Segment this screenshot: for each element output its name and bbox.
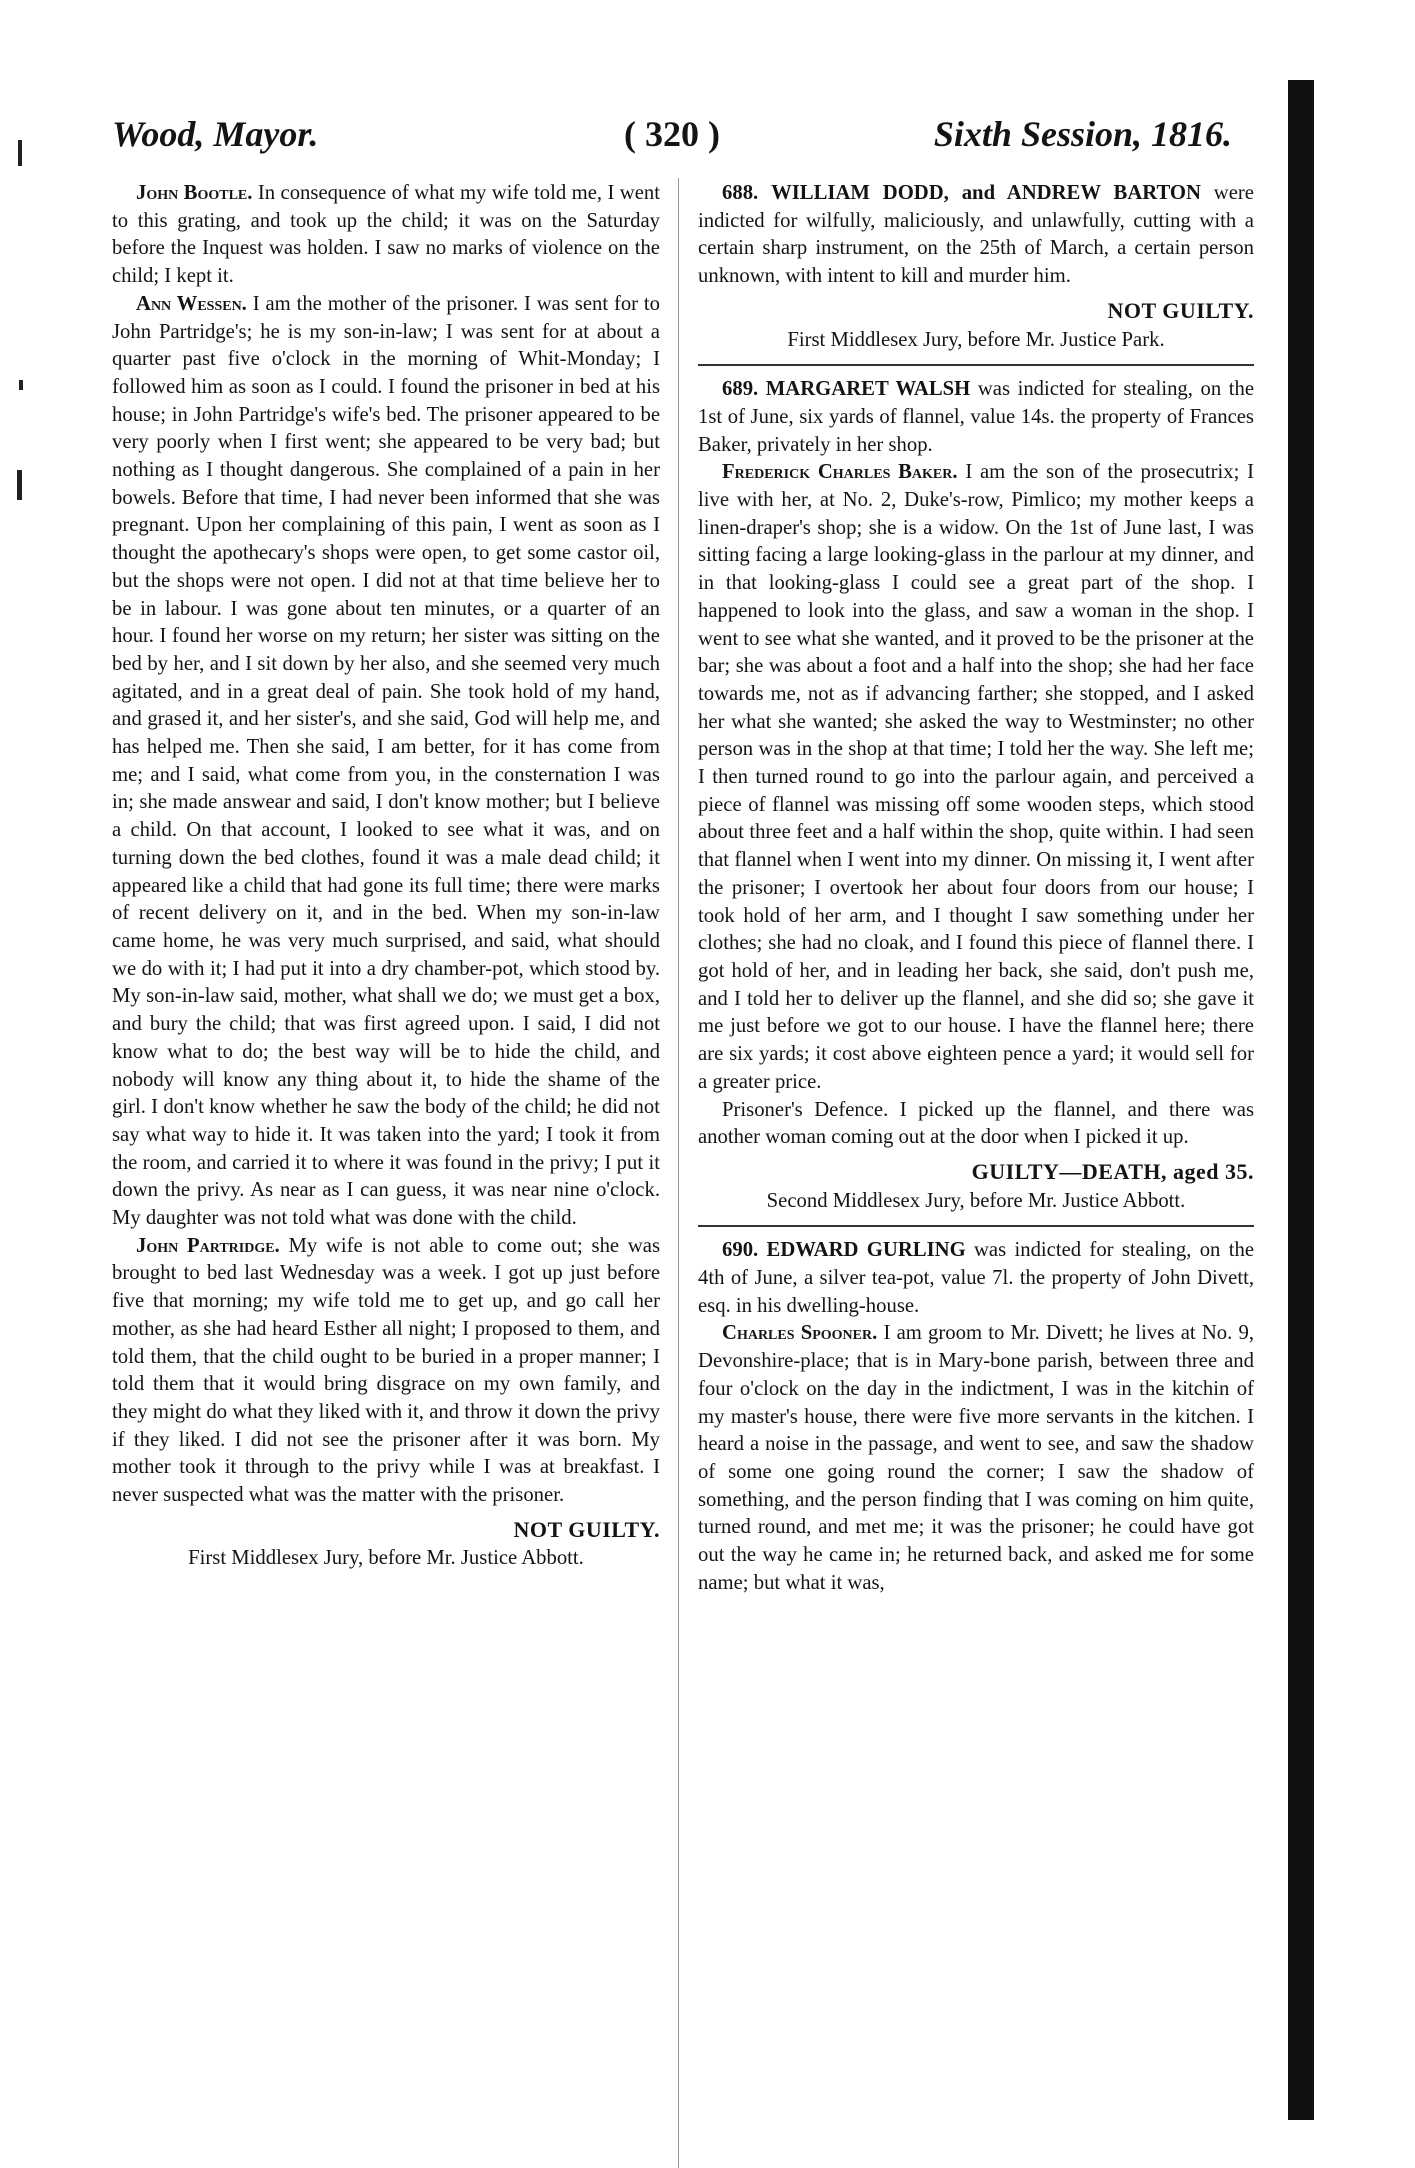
defendant-name: MARGARET WALSH xyxy=(765,378,971,401)
column-divider xyxy=(678,178,679,2168)
testimony-text: My wife is not able to come out; she was brought to bed last Wednesday was a week. I got up just before five that morning; my wife told me to get up, and go call her mother, as she had heard Esther all night; I proposed to them, and told them, that the child ought to be buried in a proper manner; I told them that it would bring disgrace on my own family, and they might do what they liked with it, and throw it down the privy if they liked. I did not see the prisoner after it was born. My mother took it through to the privy while I was at breakfast. I never suspected what was the matter with the prisoner. xyxy=(112,1234,660,1507)
jury-line: First Middlesex Jury, before Mr. Justice Abbott. xyxy=(188,1547,584,1570)
case-number: 688. xyxy=(722,182,759,204)
speck xyxy=(17,470,22,500)
defence-label: Prisoner's Defence. xyxy=(722,1098,889,1121)
indictment-text: were indicted for wilfully, maliciously, and unlawfully, cutting with a certain sharp instrument, on the 25th of March, a certain person unknown, with intent to kill and murder him. xyxy=(698,182,1254,288)
defendant-name: EDWARD GURLING xyxy=(766,1239,966,1262)
defendant-names: WILLIAM DODD, and ANDREW BARTON xyxy=(771,182,1201,204)
speck xyxy=(19,380,23,390)
page-edge-shadow xyxy=(1288,80,1314,2120)
testimony-paragraph xyxy=(112,291,660,1233)
case-689 xyxy=(698,376,1254,459)
header-left: Wood, Mayor. xyxy=(112,114,319,154)
verdict: GUILTY—DEATH, aged 35. xyxy=(971,1158,1254,1184)
testimony-text: In consequence of what my wife told me, I went to this grating, and took up the child; it was on the Saturday before the Inquest was holden. I saw no marks of violence on the child; I kept it. xyxy=(112,182,661,288)
speck xyxy=(18,140,22,166)
right-column xyxy=(698,180,1254,1597)
speaker-name: Ann Wessen. xyxy=(136,292,247,315)
indictment-text: was indicted for stealing, on the 1st of June, six yards of flannel, value 14s. the property of Frances Baker, privately in her shop. xyxy=(698,378,1255,456)
speaker-name: Frederick Charles Baker. xyxy=(722,461,958,484)
indictment-text: was indicted for stealing, on the 4th of June, a silver tea-pot, value 7l. the property of John Divett, esq. in his dwelling-house. xyxy=(698,1239,1254,1317)
header-right: Sixth Session, 1816. xyxy=(933,114,1232,154)
testimony-paragraph xyxy=(112,180,660,291)
running-header xyxy=(112,112,1232,156)
left-column xyxy=(112,180,660,1573)
testimony-text: I am groom to Mr. Divett; he lives at No. 9, Devonshire-place; that is in Mary-bone parish, between three and four o'clock on the day in the indictment, I was in the kitchin of my master's house, there were five more servants in the kitchen. I heard a noise in the passage, and went to see, and saw the shadow of some one going round the corner; I saw the shadow of something, and the person finding that I was coming on him quite, turned round, and met me; it was the prisoner; he could have got out the way he came in; he returned back, and asked me for some name; but what it was, xyxy=(698,1322,1254,1594)
case-688 xyxy=(698,180,1254,291)
speaker-name: John Partridge. xyxy=(136,1234,280,1257)
jury-line: Second Middlesex Jury, before Mr. Justice Abbott. xyxy=(766,1189,1186,1212)
speaker-name: John Bootle. xyxy=(136,182,253,204)
jury-line: First Middlesex Jury, before Mr. Justice Park. xyxy=(787,328,1165,351)
testimony-text: I am the son of the prosecutrix; I live with her, at No. 2, Duke's-row, Pimlico; my mother keeps a linen-draper's shop; she is a widow. On the 1st of June last, I was sitting facing a large looking-glass in the parlour at my dinner, and in that looking-glass I could see a great part of the shop. I happened to look into the glass, and saw a woman in the shop. I went to see what she wanted, and it proved to be the prisoner at the bar; she was about a foot and a half into the shop; she had her face towards me, not as if advancing farther; she stopped, and I asked her what she wanted; she asked the way to Westminster; no other person was in the shop at that time; I told her the way. She left me; I then turned round to go into the parlour again, and perceived a piece of flannel was missing off some wooden steps, which stood about three feet and a half within the shop, quite within. I had seen that flannel when I went into my dinner. On missing it, I went after the prisoner; I overtook her about four doors from our house; I took hold of her arm, and I thought I saw something under her clothes; she had no cloak, and I found this piece of flannel there. I got hold of her, and in leading her back, she said, don't push me, and I told her to deliver up the flannel, and she did so; she gave it me just before we got to our house. I have the flannel here; there are six yards; it cost above eighteen pence a yard; it would sell for a greater price. xyxy=(698,461,1254,1093)
case-690 xyxy=(698,1237,1254,1320)
page-number: ( 320 ) xyxy=(624,114,720,154)
case-number: 689. xyxy=(722,378,759,401)
testimony-paragraph xyxy=(698,1320,1254,1597)
speaker-name: Charles Spooner. xyxy=(722,1322,878,1345)
defence-paragraph xyxy=(698,1097,1254,1152)
verdict: NOT GUILTY. xyxy=(1107,297,1254,323)
case-separator xyxy=(698,364,1254,366)
case-number: 690. xyxy=(722,1239,759,1262)
margin-specks xyxy=(14,140,28,540)
case-separator xyxy=(698,1225,1254,1227)
verdict: NOT GUILTY. xyxy=(513,1516,660,1542)
testimony-paragraph xyxy=(112,1233,660,1510)
testimony-paragraph xyxy=(698,459,1254,1096)
defence-text: I picked up the flannel, and there was another woman coming out at the door when I picked it up. xyxy=(698,1098,1254,1149)
testimony-text: I am the mother of the prisoner. I was sent for to John Partridge's; he is my son-in-law; I was sent for at about a quarter past five o'clock in the morning of Whit-Monday; I followed him as soon as I could. I found the prisoner in bed at his house; in John Partridge's wife's bed. The prisoner appeared to be very poorly when I first went; she appeared to be very bad; but nothing as I thought dangerous. She complained of a pain in her bowels. Before that time, I had never been informed that she was pregnant. Upon her complaining of this pain, I went as soon as I thought the apothecary's shops were open, to get some castor oil, but the shops were not open. I did not at that time believe her to be in labour. I was gone about ten minutes, or a quarter of an hour. I found her worse on my return; her sister was sitting on the bed by her, and I sit down by her also, and she seemed very much agitated, and in a great deal of pain. She took hold of my hand, and grased it, and her sister's, and she said, God will help me, and has helped me. Then she said, I am better, for it has come from me; and I said, what come from you, in the consternation I was in; she made answear and said, I don't know mother; but I believe a child. On that account, I looked to see what it was, and on turning down the bed clothes, found it was a male dead child; it appeared like a child that had gone its full time; there were marks of recent delivery on it, and in the bed. When my son-in-law came home, he was very much surprised, and said, what should we do with it; I had put it into a dry chamber-pot, which stood by. My son-in-law said, mother, what shall we do; we must get a box, and bury the child; that was first agreed upon. I said, I did not know what to do; the best way will be to hide the child, and nobody will know any thing about it, to hide the shame of the girl. I don't know whether he saw the body of the child; he did not say what way to hide it. It was taken into the yard; I took it from the room, and carried it to where it was found in the privy; I put it down the privy. As near as I can guess, it was near nine o'clock. My daughter was not told what was done with the child. xyxy=(112,292,660,1230)
